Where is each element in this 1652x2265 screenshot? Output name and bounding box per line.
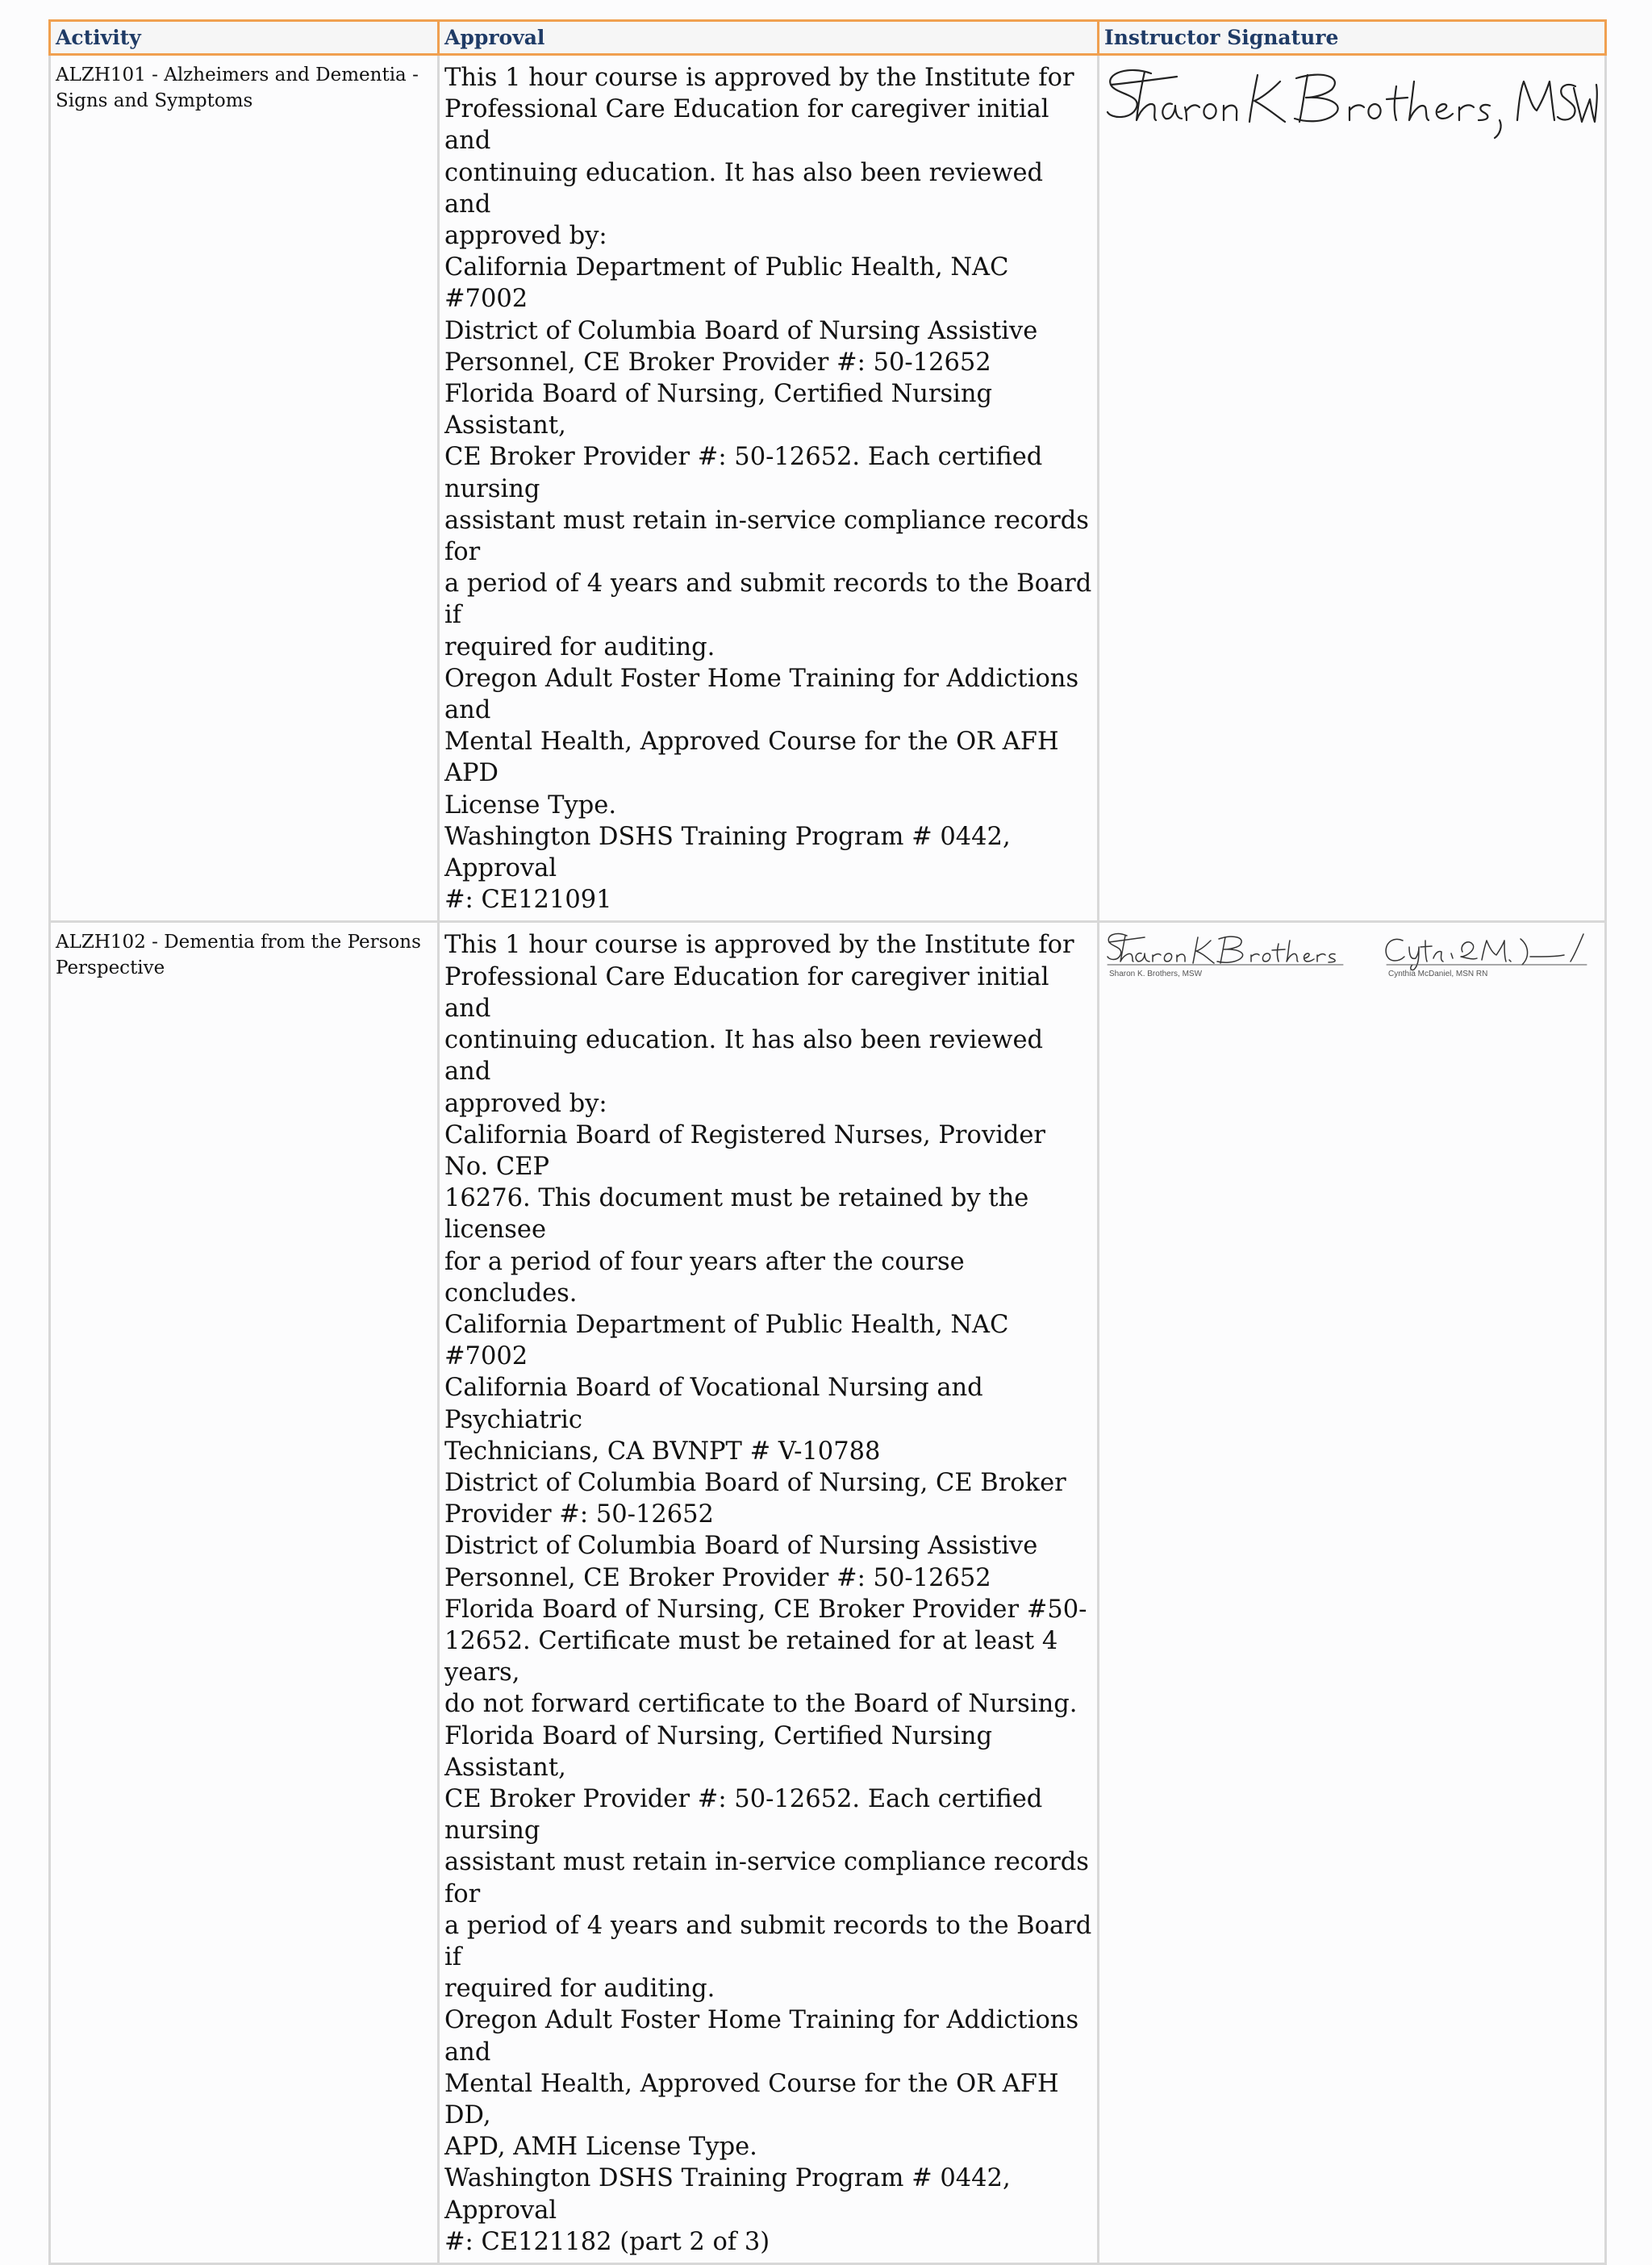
signature-image-sharon-brothers-msw bbox=[1104, 62, 1600, 151]
approval-line: Mental Health, Approved Course for the OR AFH APD bbox=[444, 728, 1059, 788]
handwritten-signature bbox=[1104, 62, 1598, 151]
approval-line: Florida Board of Nursing, Certified Nursing Assistant, bbox=[444, 380, 993, 440]
signature-images bbox=[1104, 929, 1600, 986]
approval-line: California Board of Vocational Nursing and Psychiatric bbox=[444, 1374, 983, 1434]
approval-cell bbox=[439, 922, 1099, 2264]
signature-cell bbox=[1099, 922, 1606, 2264]
approval-line: assistant must retain in-service compliance records for bbox=[444, 506, 1089, 567]
approval-line: Personnel, CE Broker Provider #: 50-12652 bbox=[444, 1563, 991, 1592]
approval-line: California Department of Public Health, NAC #7002 bbox=[444, 1310, 1009, 1371]
approval-line: approved by: bbox=[444, 1089, 607, 1118]
approval-line: Florida Board of Nursing, Certified Nursing Assistant, bbox=[444, 1721, 993, 1782]
header-activity: Activity bbox=[50, 21, 439, 55]
approval-line: California Department of Public Health, NAC #7002 bbox=[444, 253, 1009, 314]
approval-line: 16276. This document must be retained by the licensee bbox=[444, 1184, 1029, 1245]
document-page bbox=[48, 19, 1604, 2265]
signature-caption: Sharon K. Brothers, MSW bbox=[1109, 970, 1203, 979]
approval-line: This 1 hour course is approved by the Institute for bbox=[444, 931, 1074, 960]
approval-line: Washington DSHS Training Program # 0442, Approval bbox=[444, 2164, 1011, 2225]
approval-line: Provider #: 50-12652 bbox=[444, 1500, 714, 1529]
approval-line: approved by: bbox=[444, 222, 607, 251]
approval-line: required for auditing. bbox=[444, 632, 715, 661]
header-instructor-signature: Instructor Signature bbox=[1099, 21, 1606, 55]
approval-line: Professional Care Education for caregiver initial and bbox=[444, 95, 1049, 156]
approval-line: This 1 hour course is approved by the Institute for bbox=[444, 64, 1074, 92]
signature-cell bbox=[1099, 55, 1606, 922]
table-row bbox=[50, 922, 1606, 2264]
approval-line: Personnel, CE Broker Provider #: 50-12652 bbox=[444, 348, 991, 377]
approval-line: a period of 4 years and submit records to the Board if bbox=[444, 1911, 1092, 1971]
approval-line: License Type. bbox=[444, 790, 617, 820]
approval-line: District of Columbia Board of Nursing Assistive bbox=[444, 1532, 1038, 1561]
approval-line: 12652. Certificate must be retained for at least 4 years, bbox=[444, 1626, 1058, 1687]
approval-line: #: CE121091 bbox=[444, 886, 612, 915]
approval-line: continuing education. It has also been reviewed and bbox=[444, 1026, 1044, 1087]
signature-sharon-brothers bbox=[1108, 934, 1343, 965]
approval-line: District of Columbia Board of Nursing, CE Broker bbox=[444, 1468, 1066, 1497]
activity-name: ALZH102 - Dementia from the Persons Perspective bbox=[56, 932, 421, 979]
activity-cell bbox=[50, 55, 439, 922]
approval-line: California Board of Registered Nurses, Provider No. CEP bbox=[444, 1120, 1046, 1181]
approval-line: continuing education. It has also been reviewed and bbox=[444, 158, 1044, 219]
approval-line: Oregon Adult Foster Home Training for Addictions and bbox=[444, 2006, 1079, 2067]
approval-text bbox=[444, 62, 1092, 916]
approval-line: Professional Care Education for caregiver initial and bbox=[444, 962, 1049, 1023]
activity-cell bbox=[50, 922, 439, 2264]
approval-line: required for auditing. bbox=[444, 1975, 715, 2004]
approval-cell bbox=[439, 55, 1099, 922]
approval-line: do not forward certificate to the Board of Nursing. bbox=[444, 1690, 1078, 1719]
table-row bbox=[50, 55, 1606, 922]
signature-cynthia-mcdaniel bbox=[1386, 934, 1587, 970]
approval-line: Technicians, CA BVNPT # V-10788 bbox=[444, 1437, 881, 1466]
course-approval-table bbox=[48, 19, 1607, 2265]
signature-caption: Cynthia McDaniel, MSN RN bbox=[1388, 970, 1488, 979]
handwritten-signatures bbox=[1104, 929, 1598, 986]
activity-name: ALZH101 - Alzheimers and Dementia - Signs and Symptoms bbox=[56, 65, 419, 111]
approval-line: Mental Health, Approved Course for the OR AFH DD, bbox=[444, 2069, 1059, 2129]
approval-line: Oregon Adult Foster Home Training for Addictions and bbox=[444, 664, 1079, 725]
approval-text bbox=[444, 929, 1092, 2258]
approval-line: District of Columbia Board of Nursing Assistive bbox=[444, 316, 1038, 345]
approval-line: Florida Board of Nursing, CE Broker Provider #50- bbox=[444, 1595, 1087, 1624]
table-header-row bbox=[50, 21, 1606, 55]
approval-line: #: CE121182 (part 2 of 3) bbox=[444, 2227, 770, 2256]
header-approval: Approval bbox=[439, 21, 1099, 55]
approval-line: for a period of four years after the course concludes. bbox=[444, 1247, 965, 1308]
approval-line: assistant must retain in-service compliance records for bbox=[444, 1848, 1089, 1908]
approval-line: CE Broker Provider #: 50-12652. Each certified nursing bbox=[444, 443, 1043, 503]
approval-line: a period of 4 years and submit records to the Board if bbox=[444, 569, 1092, 630]
approval-line: APD, AMH License Type. bbox=[444, 2133, 757, 2162]
approval-line: Washington DSHS Training Program # 0442, Approval bbox=[444, 822, 1011, 883]
approval-line: CE Broker Provider #: 50-12652. Each certified nursing bbox=[444, 1784, 1043, 1846]
